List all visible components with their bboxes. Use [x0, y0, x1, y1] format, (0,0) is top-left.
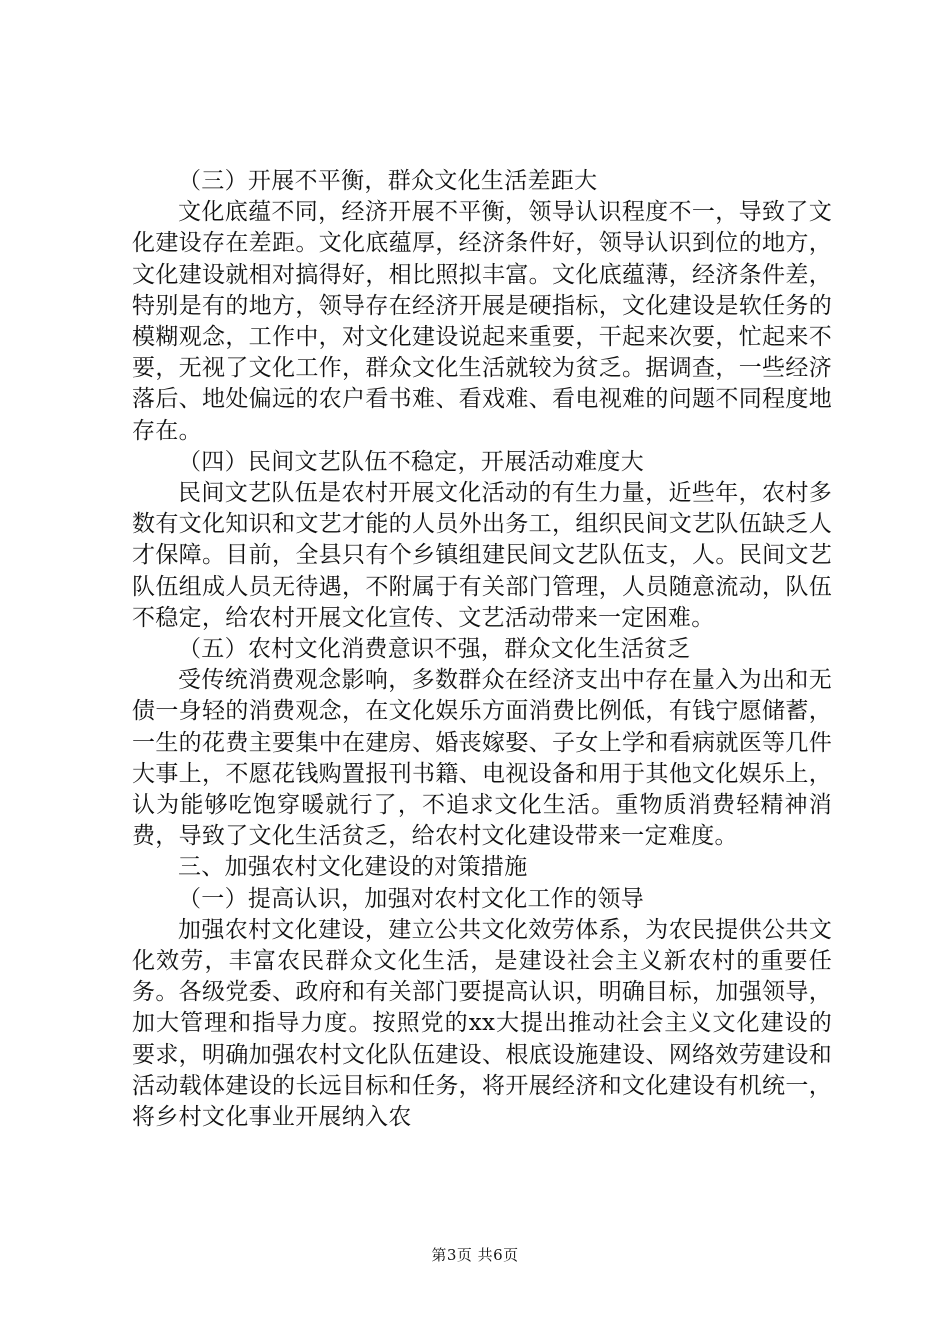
paragraph-culture-gap: 文化底蕴不同，经济开展不平衡，领导认识程度不一，导致了文化建设存在差距。文化底蕴厚，经济条件好，领导认识到位的地方，文化建设就相对搞得好，相比照拟丰富。文化底蕴薄，经济条件差，特别是有的地方，领导存在经济开展是硬指标，文化建设是软任务的模糊观念，工作中，对文化建设说起来重要，干起来次要，忙起来不要，无视了文化工作，群众文化生活就较为贫乏。据调查，一些经济落后、地处偏远的农户看书难、看戏难、看电视难的问题不同程度地存在。 — [132, 199, 832, 444]
paragraph-folk-art-teams: 民间文艺队伍是农村开展文化活动的有生力量，近些年，农村多数有文化知识和文艺才能的人员外出务工，组织民间文艺队伍缺乏人才保障。目前，全县只有个乡镇组建民间文艺队伍支，人。民间文艺队伍组成人员无待遇，不附属于有关部门管理，人员随意流动，队伍不稳定，给农村开展文化宣传、文艺活动带来一定困难。 — [132, 480, 832, 631]
paragraph-consumption: 受传统消费观念影响，多数群众在经济支出中存在量入为出和无债一身轻的消费观念，在文化娱乐方面消费比例低，有钱宁愿储蓄，一生的花费主要集中在建房、婚丧嫁娶、子女上学和看病就医等几件大事上，不愿花钱购置报刊书籍、电视设备和用于其他文化娱乐上，认为能够吃饱穿暖就行了，不追求文化生活。重物质消费轻精神消费，导致了文化生活贫乏，给农村文化建设带来一定难度。 — [132, 667, 832, 850]
page-number-footer: 第3页 共6页 — [431, 1246, 519, 1264]
paragraph-leadership: 加强农村文化建设，建立公共文化效劳体系，为农民提供公共文化效劳，丰富农民群众文化生活，是建设社会主义新农村的重要任务。各级党委、政府和有关部门要提高认识，明确目标，加强领导，加大管理和指导力度。按照党的xx大提出推动社会主义文化建设的要求，明确加强农村文化队伍建设、根底设施建设、网络效劳建设和活动载体建设的长远目标和任务，将开展经济和文化建设有机统一，将乡村文化事业开展纳入农 — [132, 916, 832, 1131]
section-heading-1: （一）提高认识，加强对农村文化工作的领导 — [178, 885, 644, 912]
section-heading-5: （五）农村文化消费意识不强，群众文化生活贫乏 — [178, 636, 691, 663]
section-heading-4: （四）民间文艺队伍不稳定，开展活动难度大 — [178, 448, 644, 475]
document-body — [132, 166, 832, 1133]
section-heading-3: （三）开展不平衡，群众文化生活差距大 — [178, 168, 598, 194]
chapter-heading-3: 三、加强农村文化建设的对策措施 — [178, 854, 528, 881]
